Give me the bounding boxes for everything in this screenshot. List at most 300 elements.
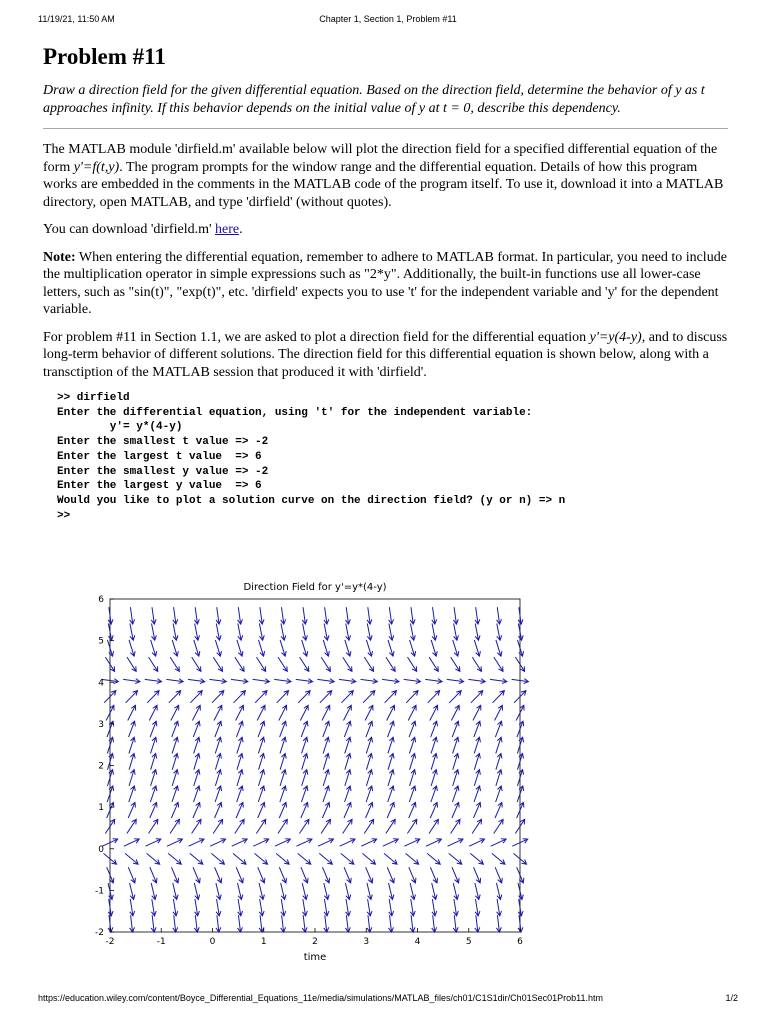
field-arrow bbox=[108, 607, 113, 624]
field-arrow bbox=[215, 753, 221, 769]
field-arrow bbox=[300, 819, 309, 833]
field-arrow bbox=[298, 691, 310, 703]
download-text-end: . bbox=[239, 222, 243, 237]
note-text: When entering the differential equation, remember to adhere to MATLAB format. In particular, you need to include the multiplication operator in simple expressions such as "2*y". Additionally, the built-in functions use all lower-case letters, such as "sin(t)", "exp(t)", etc. 'dirfield' expects you to use 't' for the independent variable and 'y' for the dependent variable. bbox=[43, 249, 727, 317]
field-arrow bbox=[319, 853, 332, 864]
field-arrow bbox=[428, 691, 440, 703]
field-arrow bbox=[386, 819, 395, 833]
chart-title: Direction Field for y'=y*(4-y) bbox=[243, 582, 387, 593]
field-arrow bbox=[366, 753, 372, 769]
field-arrow bbox=[172, 721, 179, 737]
field-arrow bbox=[497, 607, 502, 624]
field-arrow bbox=[386, 657, 395, 671]
field-arrow bbox=[431, 640, 437, 656]
field-arrow bbox=[344, 867, 351, 883]
field-arrow bbox=[150, 867, 157, 883]
field-arrow bbox=[367, 899, 372, 916]
field-arrow bbox=[193, 802, 200, 818]
field-arrow bbox=[277, 691, 289, 703]
field-arrow bbox=[258, 737, 264, 753]
field-arrow bbox=[470, 853, 483, 864]
field-arrow bbox=[215, 640, 221, 656]
field-arrow bbox=[171, 802, 178, 818]
field-arrow bbox=[125, 853, 138, 864]
field-arrow bbox=[280, 640, 286, 656]
field-arrow bbox=[432, 624, 437, 641]
field-arrow bbox=[259, 770, 265, 786]
field-arrow bbox=[195, 899, 200, 916]
field-arrow bbox=[130, 915, 135, 932]
field-arrow bbox=[151, 770, 157, 786]
download-paragraph bbox=[43, 221, 728, 239]
field-arrow bbox=[279, 867, 286, 883]
field-arrow bbox=[322, 705, 330, 720]
field-arrow bbox=[341, 853, 354, 864]
field-arrow bbox=[452, 867, 459, 883]
field-arrow bbox=[107, 737, 113, 753]
field-arrow bbox=[194, 737, 200, 753]
field-arrow bbox=[324, 883, 329, 900]
field-arrow bbox=[173, 915, 178, 932]
field-arrow bbox=[235, 819, 244, 833]
field-arrow bbox=[259, 624, 264, 641]
problem-text-a: For problem #11 in Section 1.1, we are asked to plot a direction field for the differential equation bbox=[43, 329, 590, 345]
field-arrow bbox=[453, 753, 459, 769]
field-arrow bbox=[237, 883, 242, 900]
field-arrow bbox=[425, 679, 442, 684]
field-arrow bbox=[173, 899, 178, 916]
field-arrow bbox=[145, 679, 162, 684]
field-arrow bbox=[238, 899, 243, 916]
field-arrow bbox=[382, 679, 399, 684]
field-arrow bbox=[494, 819, 503, 833]
field-arrow bbox=[388, 770, 394, 786]
field-arrow bbox=[346, 624, 351, 641]
field-arrow bbox=[389, 915, 394, 932]
problem-text-b: , and to discuss long-term behavior of different solutions. The direction field for this differential equation is shown below, along with a transctiption of the MATLAB session that produced it with 'dirfield'. bbox=[43, 329, 728, 380]
field-arrow bbox=[256, 819, 265, 833]
field-arrow bbox=[128, 705, 136, 720]
field-arrow bbox=[318, 839, 333, 846]
field-arrow bbox=[366, 770, 372, 786]
field-arrow bbox=[259, 753, 265, 769]
field-arrow bbox=[192, 705, 200, 720]
field-arrow bbox=[518, 915, 523, 932]
field-arrow bbox=[364, 819, 373, 833]
field-arrow bbox=[474, 753, 480, 769]
field-arrow bbox=[324, 915, 329, 932]
field-arrow bbox=[341, 691, 353, 703]
field-arrow bbox=[322, 802, 329, 818]
field-arrow bbox=[296, 679, 313, 684]
field-arrow bbox=[345, 607, 350, 624]
field-arrow bbox=[452, 802, 459, 818]
field-arrow bbox=[302, 915, 307, 932]
direction-field-chart bbox=[80, 578, 540, 968]
field-arrow bbox=[215, 786, 221, 802]
field-arrow bbox=[468, 679, 485, 684]
field-arrow bbox=[281, 624, 286, 641]
field-arrow bbox=[410, 770, 416, 786]
field-arrow bbox=[430, 802, 437, 818]
field-arrow bbox=[454, 624, 459, 641]
main-content bbox=[43, 44, 728, 523]
field-arrow bbox=[518, 607, 523, 624]
field-arrow bbox=[237, 753, 243, 769]
field-arrow bbox=[495, 867, 502, 883]
field-arrow bbox=[280, 721, 287, 737]
field-arrow bbox=[364, 657, 373, 671]
field-arrow bbox=[170, 819, 179, 833]
field-arrow bbox=[127, 657, 136, 671]
field-arrow bbox=[151, 753, 157, 769]
field-arrow bbox=[495, 705, 503, 720]
field-arrow bbox=[497, 899, 502, 916]
field-arrow bbox=[518, 899, 523, 916]
field-arrow bbox=[237, 770, 243, 786]
field-arrow bbox=[453, 607, 458, 624]
field-arrow bbox=[302, 737, 308, 753]
field-arrow bbox=[274, 679, 291, 684]
field-arrow bbox=[151, 899, 156, 916]
field-arrow bbox=[432, 607, 437, 624]
field-arrow bbox=[451, 819, 460, 833]
field-arrow bbox=[324, 899, 329, 916]
field-arrow bbox=[475, 883, 480, 900]
field-arrow bbox=[345, 786, 351, 802]
field-arrow bbox=[473, 705, 481, 720]
field-arrow bbox=[189, 839, 204, 846]
field-arrow bbox=[517, 786, 523, 802]
field-arrow bbox=[302, 607, 307, 624]
field-arrow bbox=[345, 753, 351, 769]
field-arrow bbox=[108, 915, 113, 932]
field-arrow bbox=[366, 802, 373, 818]
field-arrow bbox=[346, 899, 351, 916]
field-arrow bbox=[193, 721, 200, 737]
field-arrow bbox=[237, 737, 243, 753]
field-arrow bbox=[495, 802, 502, 818]
field-arrow bbox=[452, 786, 458, 802]
field-arrow bbox=[216, 883, 221, 900]
field-arrow bbox=[366, 737, 372, 753]
field-arrow bbox=[190, 691, 202, 703]
field-arrow bbox=[258, 721, 265, 737]
field-arrow bbox=[453, 737, 459, 753]
field-arrow bbox=[389, 899, 394, 916]
field-arrow bbox=[216, 899, 221, 916]
field-arrow bbox=[407, 819, 416, 833]
y-tick-label: 5 bbox=[98, 636, 104, 647]
field-arrow bbox=[194, 753, 200, 769]
field-arrow bbox=[345, 737, 351, 753]
field-arrow bbox=[171, 705, 179, 720]
y-tick-label: 4 bbox=[98, 678, 104, 689]
field-arrow bbox=[448, 839, 463, 846]
field-arrow bbox=[236, 802, 243, 818]
field-arrow bbox=[214, 705, 222, 720]
field-arrow bbox=[216, 624, 221, 641]
field-arrow bbox=[410, 624, 415, 641]
field-arrow bbox=[130, 607, 135, 624]
field-arrow bbox=[195, 624, 200, 641]
print-page-number: 1/2 bbox=[725, 993, 738, 1003]
field-arrow bbox=[408, 705, 416, 720]
field-arrow bbox=[324, 607, 329, 624]
field-arrow bbox=[172, 786, 178, 802]
field-arrow bbox=[258, 802, 265, 818]
field-arrow bbox=[474, 721, 481, 737]
field-arrow bbox=[301, 786, 307, 802]
y-tick-label: 0 bbox=[98, 844, 104, 855]
field-arrow bbox=[129, 786, 135, 802]
field-arrow bbox=[130, 899, 135, 916]
field-arrow bbox=[323, 770, 329, 786]
field-arrow bbox=[496, 753, 502, 769]
field-arrow bbox=[238, 607, 243, 624]
field-arrow bbox=[410, 640, 416, 656]
field-arrow bbox=[492, 853, 505, 864]
field-arrow bbox=[194, 770, 200, 786]
field-arrow bbox=[147, 691, 159, 703]
field-arrow bbox=[107, 753, 113, 769]
field-arrow bbox=[431, 737, 437, 753]
field-arrow bbox=[469, 839, 484, 846]
field-arrow bbox=[451, 657, 460, 671]
field-arrow bbox=[406, 691, 418, 703]
field-arrow bbox=[151, 607, 156, 624]
field-arrow bbox=[404, 679, 421, 684]
field-arrow bbox=[173, 607, 178, 624]
field-arrow bbox=[472, 819, 481, 833]
field-arrow bbox=[129, 753, 135, 769]
field-arrow bbox=[210, 839, 225, 846]
field-arrow bbox=[172, 770, 178, 786]
field-arrow bbox=[302, 899, 307, 916]
field-arrow bbox=[275, 839, 290, 846]
field-arrow bbox=[215, 737, 221, 753]
field-arrow bbox=[194, 607, 199, 624]
field-arrow bbox=[151, 915, 156, 932]
direction-field-figure bbox=[80, 578, 540, 968]
field-arrow bbox=[517, 753, 523, 769]
field-arrow bbox=[296, 839, 311, 846]
field-arrow bbox=[366, 867, 373, 883]
x-tick-label: -1 bbox=[156, 937, 166, 947]
field-arrow bbox=[167, 839, 182, 846]
field-arrow bbox=[216, 915, 221, 932]
field-arrow bbox=[233, 853, 246, 864]
field-arrow bbox=[365, 705, 373, 720]
field-arrow bbox=[449, 691, 461, 703]
field-arrow bbox=[447, 679, 464, 684]
note-paragraph bbox=[43, 249, 728, 319]
field-arrow bbox=[344, 721, 351, 737]
x-tick-label: 6 bbox=[517, 937, 523, 947]
field-arrow bbox=[387, 705, 395, 720]
x-axis-label: time bbox=[303, 952, 327, 963]
field-arrow bbox=[190, 853, 203, 864]
field-arrow bbox=[107, 770, 113, 786]
field-arrow bbox=[388, 640, 394, 656]
y-tick-label: 6 bbox=[98, 595, 104, 605]
field-arrow bbox=[149, 657, 158, 671]
field-arrow bbox=[151, 640, 157, 656]
y-tick-label: 2 bbox=[98, 761, 104, 772]
field-arrow bbox=[362, 853, 375, 864]
field-arrow bbox=[474, 867, 481, 883]
field-arrow bbox=[192, 657, 201, 671]
field-arrow bbox=[343, 819, 352, 833]
field-arrow bbox=[147, 853, 160, 864]
field-arrow bbox=[280, 737, 286, 753]
field-arrow bbox=[128, 867, 135, 883]
field-arrow bbox=[209, 679, 226, 684]
field-arrow bbox=[280, 786, 286, 802]
x-tick-label: 5 bbox=[465, 937, 472, 947]
field-arrow bbox=[298, 853, 311, 864]
field-arrow bbox=[517, 640, 523, 656]
download-link[interactable]: here bbox=[215, 222, 240, 237]
field-arrow bbox=[475, 899, 480, 916]
field-arrow bbox=[367, 883, 372, 900]
field-arrow bbox=[237, 640, 243, 656]
field-arrow bbox=[490, 679, 507, 684]
problem-statement: Draw a direction field for the given differential equation. Based on the direction field, determine the behavior of y as t approaches infinity. If this behavior depends on the initial value of y at t = 0, describe this dependency. bbox=[43, 83, 705, 116]
field-arrow bbox=[231, 679, 248, 684]
field-arrow bbox=[281, 607, 286, 624]
field-arrow bbox=[432, 883, 437, 900]
field-arrow bbox=[148, 819, 157, 833]
field-arrow bbox=[410, 883, 415, 900]
field-arrow bbox=[257, 705, 265, 720]
field-arrow bbox=[108, 899, 113, 916]
field-arrow bbox=[404, 839, 419, 846]
field-arrow bbox=[321, 657, 330, 671]
field-arrow bbox=[473, 802, 480, 818]
field-arrow bbox=[255, 853, 268, 864]
field-arrow bbox=[387, 802, 394, 818]
x-tick-label: 0 bbox=[209, 937, 216, 947]
field-arrow bbox=[151, 624, 156, 641]
field-arrow bbox=[340, 839, 355, 846]
field-arrow bbox=[366, 721, 373, 737]
field-arrow bbox=[192, 819, 201, 833]
field-arrow bbox=[193, 867, 200, 883]
field-arrow bbox=[361, 839, 376, 846]
field-arrow bbox=[166, 679, 183, 684]
field-arrow bbox=[129, 737, 135, 753]
field-arrow bbox=[430, 705, 438, 720]
field-arrow bbox=[215, 802, 222, 818]
field-arrow bbox=[451, 705, 459, 720]
field-arrow bbox=[410, 915, 415, 932]
problem-paragraph bbox=[43, 329, 728, 382]
field-arrow bbox=[339, 679, 356, 684]
field-arrow bbox=[366, 640, 372, 656]
y-tick-label: 1 bbox=[98, 803, 104, 814]
field-arrow bbox=[211, 853, 224, 864]
field-arrow bbox=[130, 883, 135, 900]
field-arrow bbox=[170, 657, 179, 671]
x-tick-label: 3 bbox=[363, 937, 370, 947]
field-arrow bbox=[474, 640, 480, 656]
field-arrow bbox=[387, 867, 394, 883]
field-arrow bbox=[279, 705, 287, 720]
field-arrow bbox=[236, 705, 244, 720]
field-arrow bbox=[497, 624, 502, 641]
print-page-title: Chapter 1, Section 1, Problem #11 bbox=[319, 14, 457, 24]
intro-text-b: . The program prompts for the window range and the differential equation. Details of how this program works are embedded in the comments in the MATLAB code of the program itself. To use it, download it into a MATLAB directory, open MATLAB, and type 'dirfield' (without quotes). bbox=[43, 159, 724, 210]
field-arrow bbox=[107, 640, 113, 656]
field-arrow bbox=[278, 819, 287, 833]
field-arrow bbox=[303, 624, 308, 641]
field-arrow bbox=[236, 867, 243, 883]
field-arrow bbox=[409, 721, 416, 737]
field-arrow bbox=[474, 770, 480, 786]
field-arrow bbox=[388, 786, 394, 802]
field-arrow bbox=[432, 915, 437, 932]
field-arrow bbox=[300, 657, 309, 671]
field-arrow bbox=[172, 640, 178, 656]
field-arrow bbox=[171, 867, 178, 883]
field-arrow bbox=[129, 640, 135, 656]
problem-equation: y'=y(4-y) bbox=[589, 329, 642, 345]
field-arrow bbox=[431, 753, 437, 769]
field-arrow bbox=[345, 640, 351, 656]
field-arrow bbox=[129, 770, 135, 786]
field-arrow bbox=[323, 721, 330, 737]
field-arrow bbox=[426, 839, 441, 846]
field-arrow bbox=[517, 737, 523, 753]
field-arrow bbox=[302, 640, 308, 656]
field-arrow bbox=[472, 657, 481, 671]
y-tick-label: 3 bbox=[98, 719, 104, 730]
field-arrow bbox=[410, 899, 415, 916]
field-arrow bbox=[255, 691, 267, 703]
field-arrow bbox=[453, 899, 458, 916]
field-arrow bbox=[259, 899, 264, 916]
field-arrow bbox=[215, 721, 222, 737]
x-tick-label: 1 bbox=[260, 937, 267, 947]
field-arrow bbox=[130, 624, 135, 641]
field-arrow bbox=[281, 915, 286, 932]
field-arrow bbox=[194, 640, 200, 656]
field-arrow bbox=[449, 853, 462, 864]
field-arrow bbox=[259, 915, 264, 932]
field-arrow bbox=[259, 607, 264, 624]
field-arrow bbox=[168, 853, 181, 864]
field-arrow bbox=[145, 839, 160, 846]
field-arrow bbox=[388, 737, 394, 753]
field-arrow bbox=[323, 640, 329, 656]
field-arrow bbox=[491, 839, 506, 846]
field-arrow bbox=[452, 721, 459, 737]
field-arrow bbox=[385, 691, 397, 703]
field-arrow bbox=[474, 786, 480, 802]
field-arrow bbox=[409, 737, 415, 753]
field-arrow bbox=[323, 753, 329, 769]
field-arrow bbox=[215, 770, 221, 786]
field-arrow bbox=[236, 721, 243, 737]
field-arrow bbox=[475, 607, 480, 624]
field-arrow bbox=[194, 915, 199, 932]
field-arrow bbox=[151, 883, 156, 900]
field-arrow bbox=[276, 853, 289, 864]
field-arrow bbox=[453, 770, 459, 786]
field-arrow bbox=[300, 705, 308, 720]
field-arrow bbox=[431, 721, 438, 737]
